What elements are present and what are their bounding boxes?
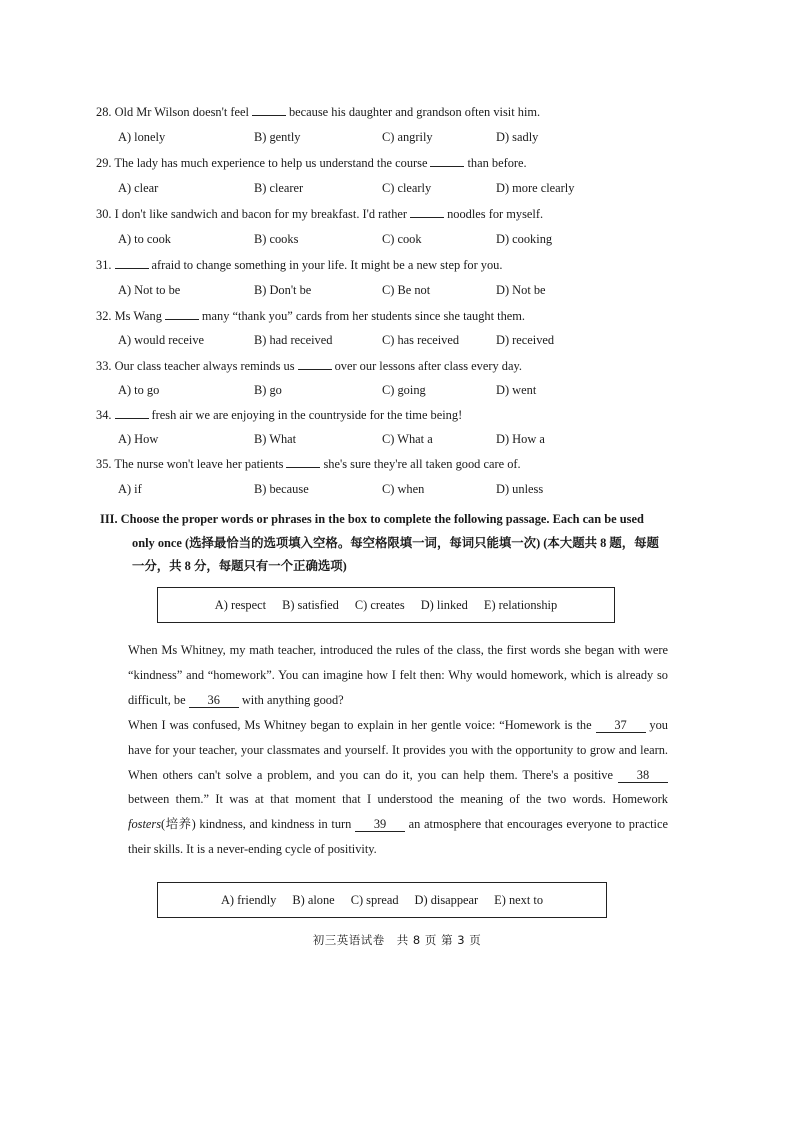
option-b[interactable]: B) Don't be (254, 283, 312, 297)
option-b[interactable]: B) go (254, 383, 282, 397)
section-heading: III. Choose the proper words or phrases in the box to complete the following passage. Each can be used (100, 512, 644, 526)
options-33 (118, 383, 738, 401)
option-a[interactable]: A) clear (118, 181, 159, 195)
passage-blank-39[interactable]: 39 (355, 817, 405, 832)
passage-paragraph-1 (100, 638, 668, 712)
answer-blank[interactable] (252, 104, 286, 116)
passage-blank-37[interactable]: 37 (596, 718, 646, 733)
option-a[interactable]: A) to go (118, 383, 160, 397)
question-text: many “thank you” cards from her students since she taught them. (201, 309, 526, 323)
question-28 (96, 104, 540, 120)
question-number: 32. (96, 309, 112, 323)
option-b[interactable]: B) had received (254, 333, 333, 347)
option-a[interactable]: A) How (118, 432, 159, 446)
passage-blank-38[interactable]: 38 (618, 768, 668, 783)
option-a[interactable]: A) to cook (118, 232, 171, 246)
word-option: C) creates (354, 597, 405, 612)
question-text: noodles for myself. (447, 207, 544, 221)
word-option: C) spread (350, 892, 399, 907)
options-28 (118, 130, 738, 148)
question-text: afraid to change something in your life. It might be a new step for you. (151, 258, 503, 272)
option-b[interactable]: B) cooks (254, 232, 299, 246)
question-32 (96, 308, 525, 324)
answer-blank[interactable] (115, 257, 149, 269)
word-option: D) disappear (414, 892, 479, 907)
option-b[interactable]: B) because (254, 482, 309, 496)
passage-text: between them.” It was at that moment that I understood the meaning of the two words. Homework (128, 792, 668, 807)
word-option: A) respect (214, 597, 267, 612)
option-b[interactable]: B) clearer (254, 181, 304, 195)
question-text: than before. (467, 156, 527, 170)
section-instructions-cn: 一分，共 8 分，每题只有一个正确选项) (132, 559, 347, 573)
option-c[interactable]: C) Be not (382, 283, 431, 297)
option-d[interactable]: D) went (496, 383, 537, 397)
option-c[interactable]: C) clearly (382, 181, 432, 195)
passage-text: kindness, and kindness in turn (199, 817, 352, 832)
option-d[interactable]: D) sadly (496, 130, 539, 144)
word-option: A) friendly (220, 892, 277, 907)
word-box-1 (157, 587, 615, 623)
answer-blank[interactable] (286, 456, 320, 468)
page-footer: 初三英语试卷 共 8 页 第 3 页 (312, 933, 482, 947)
option-a[interactable]: A) lonely (118, 130, 166, 144)
option-c[interactable]: C) when (382, 482, 425, 496)
question-35 (96, 456, 521, 472)
question-text: fresh air we are enjoying in the countryside for the time being! (151, 408, 463, 422)
question-text: I don't like sandwich and bacon for my breakfast. I'd rather (114, 207, 408, 221)
option-a[interactable]: A) if (118, 482, 142, 496)
option-b[interactable]: B) gently (254, 130, 301, 144)
options-30 (118, 232, 738, 250)
options-32 (118, 333, 738, 351)
option-a[interactable]: A) would receive (118, 333, 205, 347)
question-number: 31. (96, 258, 112, 272)
option-b[interactable]: B) What (254, 432, 297, 446)
option-d[interactable]: D) Not be (496, 283, 546, 297)
word-option: B) alone (292, 892, 335, 907)
question-number: 34. (96, 408, 112, 422)
option-c[interactable]: C) What a (382, 432, 433, 446)
answer-blank[interactable] (115, 407, 149, 419)
option-d[interactable]: D) cooking (496, 232, 553, 246)
question-number: 33. (96, 359, 112, 373)
options-35 (118, 482, 738, 500)
options-34 (118, 432, 738, 450)
question-text: because his daughter and grandson often visit him. (288, 105, 541, 119)
question-number: 35. (96, 457, 112, 471)
question-number: 29. (96, 156, 112, 170)
question-text: she's sure they're all taken good care of. (323, 457, 521, 471)
passage-text: with anything good? (241, 692, 344, 707)
option-d[interactable]: D) How a (496, 432, 545, 446)
option-c[interactable]: C) angrily (382, 130, 433, 144)
question-number: 28. (96, 105, 112, 119)
passage-blank-36[interactable]: 36 (189, 693, 239, 708)
word-option: D) linked (420, 597, 468, 612)
question-text: The nurse won't leave her patients (114, 457, 284, 471)
option-c[interactable]: C) has received (382, 333, 460, 347)
option-c[interactable]: C) going (382, 383, 426, 397)
word-option: E) next to (494, 892, 544, 907)
question-text: over our lessons after class every day. (334, 359, 522, 373)
question-31 (96, 257, 502, 273)
question-30 (96, 206, 543, 222)
passage-text: an atmosphere that encourages everyone to practice their skills. It is a never-ending cycle of positivity. (128, 817, 668, 856)
question-text: Ms Wang (114, 309, 162, 323)
passage-text: When I was confused, Ms Whitney began to explain in her gentle voice: “Homework is the (128, 718, 592, 732)
word-box-2 (157, 882, 607, 918)
option-c[interactable]: C) cook (382, 232, 422, 246)
word-option: E) relationship (483, 597, 558, 612)
passage-text: you have for your teacher, your classmates and yourself. It provides you with the opportunity to grow and learn. When others can't solve a problem, and you can do it, you can help them. There's a positive (128, 718, 668, 782)
answer-blank[interactable] (298, 358, 332, 370)
option-d[interactable]: D) received (496, 333, 555, 347)
question-text: Our class teacher always reminds us (114, 359, 295, 373)
question-34 (96, 407, 462, 423)
options-29 (118, 181, 738, 199)
answer-blank[interactable] (430, 155, 464, 167)
word-option: B) satisfied (282, 597, 339, 612)
answer-blank[interactable] (410, 206, 444, 218)
question-text: The lady has much experience to help us understand the course (114, 156, 428, 170)
question-33 (96, 358, 522, 374)
question-text: Old Mr Wilson doesn't feel (114, 105, 249, 119)
option-a[interactable]: A) Not to be (118, 283, 181, 297)
section-3-instructions (100, 508, 680, 579)
question-number: 30. (96, 207, 112, 221)
section-instructions-cn: only once (选择最恰当的选项填入空格。每空格限填一词，每词只能填一次) (本大题共 8 题，每题 (132, 535, 659, 550)
question-29 (96, 155, 527, 171)
option-d[interactable]: D) unless (496, 482, 544, 496)
passage-keyword: fosters (128, 817, 162, 832)
options-31 (118, 283, 738, 301)
answer-blank[interactable] (165, 308, 199, 320)
passage-gloss: (培养) (161, 817, 196, 832)
option-d[interactable]: D) more clearly (496, 181, 575, 195)
passage-paragraph-2 (100, 713, 668, 862)
passage-text: When Ms Whitney, my math teacher, introduced the rules of the class, the first words she began with were “kindness” and “homework”. You can imagine how I felt then: Why would homework, which is already so difficult, be (128, 643, 668, 707)
